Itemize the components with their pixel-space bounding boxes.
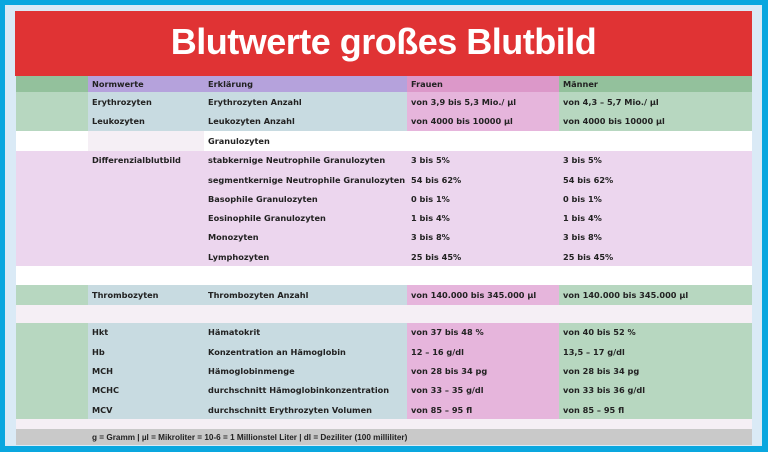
row-spacer-cell: [407, 131, 559, 151]
spacer-row: [16, 419, 752, 429]
row-men: 0 bis 1%: [563, 193, 602, 204]
row-men: von 28 bis 34 pg: [559, 361, 752, 380]
row-spacer-cell: [88, 131, 204, 151]
row-name: Thrombozyten: [88, 285, 204, 304]
row-spacer-cell: [16, 381, 88, 400]
row-desc: Monozyten: [208, 232, 259, 243]
spacer-row: [16, 305, 752, 323]
row-desc: stabkernige Neutrophile Granulozyten: [208, 155, 386, 166]
row-men: 3 bis 5%: [563, 155, 602, 166]
differential-label: Differenzialblutbild: [92, 155, 181, 166]
table-row: [16, 400, 752, 419]
header-normwerte: Normwerte: [88, 76, 204, 92]
spacer-row: [16, 266, 752, 285]
header-erklaerung: Erklärung: [204, 76, 407, 92]
row-men: 54 bis 62%: [563, 174, 614, 185]
row-desc: Thrombozyten Anzahl: [204, 285, 407, 304]
row-men: von 140.000 bis 345.000 µl: [559, 285, 752, 304]
page-title: Blutwerte großes Blutbild: [170, 20, 597, 62]
row-desc: durchschnitt Hämoglobinkonzentration: [204, 381, 407, 400]
granulozyten-row: [16, 131, 752, 151]
row-desc: Hämoglobinmenge: [204, 361, 407, 380]
table-row: [16, 285, 752, 304]
row-men: 13,5 – 17 g/dl: [559, 342, 752, 361]
row-desc: Lymphozyten: [208, 251, 270, 262]
title-banner: [15, 11, 752, 76]
row-spacer-cell: [16, 323, 88, 342]
row-spacer-cell: [16, 285, 88, 304]
row-name: MCHC: [88, 381, 204, 400]
row-spacer-cell: [559, 131, 752, 151]
row-men: von 4,3 – 5,7 Mio./ µl: [559, 92, 752, 111]
row-women: von 28 bis 34 pg: [407, 361, 559, 380]
table-header: [16, 76, 752, 92]
table-row: [16, 92, 752, 111]
row-desc: Hämatokrit: [204, 323, 407, 342]
row-name: Hkt: [88, 323, 204, 342]
table-row: [16, 342, 752, 361]
row-desc: Konzentration an Hämoglobin: [204, 342, 407, 361]
diff-desc-col: [204, 151, 407, 267]
table-row: [16, 323, 752, 342]
row-women: 3 bis 5%: [411, 155, 450, 166]
row-name: Hb: [88, 342, 204, 361]
row-spacer-cell: [16, 131, 88, 151]
row-spacer-cell: [16, 342, 88, 361]
row-men: von 85 – 95 fl: [559, 400, 752, 419]
row-women: 12 – 16 g/dl: [407, 342, 559, 361]
header-maenner: Männer: [559, 76, 752, 92]
row-men: 25 bis 45%: [563, 251, 614, 262]
row-name: MCV: [88, 400, 204, 419]
row-name: MCH: [88, 361, 204, 380]
row-women: von 140.000 bis 345.000 µl: [407, 285, 559, 304]
differential-block: [16, 151, 752, 267]
diff-men-col: [559, 151, 752, 267]
row-women: von 37 bis 48 %: [407, 323, 559, 342]
row-desc: Basophile Granulozyten: [208, 193, 318, 204]
row-desc: durchschnitt Erythrozyten Volumen: [204, 400, 407, 419]
row-women: 0 bis 1%: [411, 193, 450, 204]
table-row: [16, 111, 752, 130]
row-desc: segmentkernige Neutrophile Granulozyten: [208, 174, 406, 185]
table-row: [16, 361, 752, 380]
row-name: Leukozyten: [88, 111, 204, 130]
row-desc: Erythrozyten Anzahl: [204, 92, 407, 111]
row-women: von 33 – 35 g/dl: [407, 381, 559, 400]
granulozyten-label: Granulozyten: [204, 131, 407, 151]
row-women: von 3,9 bis 5,3 Mio./ µl: [407, 92, 559, 111]
row-spacer-cell: [16, 92, 88, 111]
diff-spacer-col: [16, 151, 88, 267]
row-spacer-cell: [16, 111, 88, 130]
row-men: 3 bis 8%: [563, 232, 602, 243]
row-women: 25 bis 45%: [411, 251, 462, 262]
blood-values-table: [16, 76, 752, 445]
row-men: von 33 bis 36 g/dl: [559, 381, 752, 400]
units-footnote: g = Gramm | µl = Mikroliter = 10-6 = 1 Millionstel Liter | dl = Deziliter (100 milliliter): [16, 429, 752, 445]
row-men: 1 bis 4%: [563, 213, 602, 224]
row-women: 1 bis 4%: [411, 213, 450, 224]
row-spacer-cell: [16, 400, 88, 419]
diff-women-col: [407, 151, 559, 267]
row-women: 54 bis 62%: [411, 174, 462, 185]
row-women: 3 bis 8%: [411, 232, 450, 243]
row-women: von 85 – 95 fl: [407, 400, 559, 419]
row-spacer-cell: [16, 361, 88, 380]
row-men: von 4000 bis 10000 µl: [559, 111, 752, 130]
header-frauen: Frauen: [407, 76, 559, 92]
row-desc: Eosinophile Granulozyten: [208, 213, 326, 224]
row-men: von 40 bis 52 %: [559, 323, 752, 342]
header-empty: [16, 76, 88, 92]
row-desc: Leukozyten Anzahl: [204, 111, 407, 130]
diff-label-col: [88, 151, 204, 267]
row-women: von 4000 bis 10000 µl: [407, 111, 559, 130]
table-row: [16, 381, 752, 400]
row-name: Erythrozyten: [88, 92, 204, 111]
